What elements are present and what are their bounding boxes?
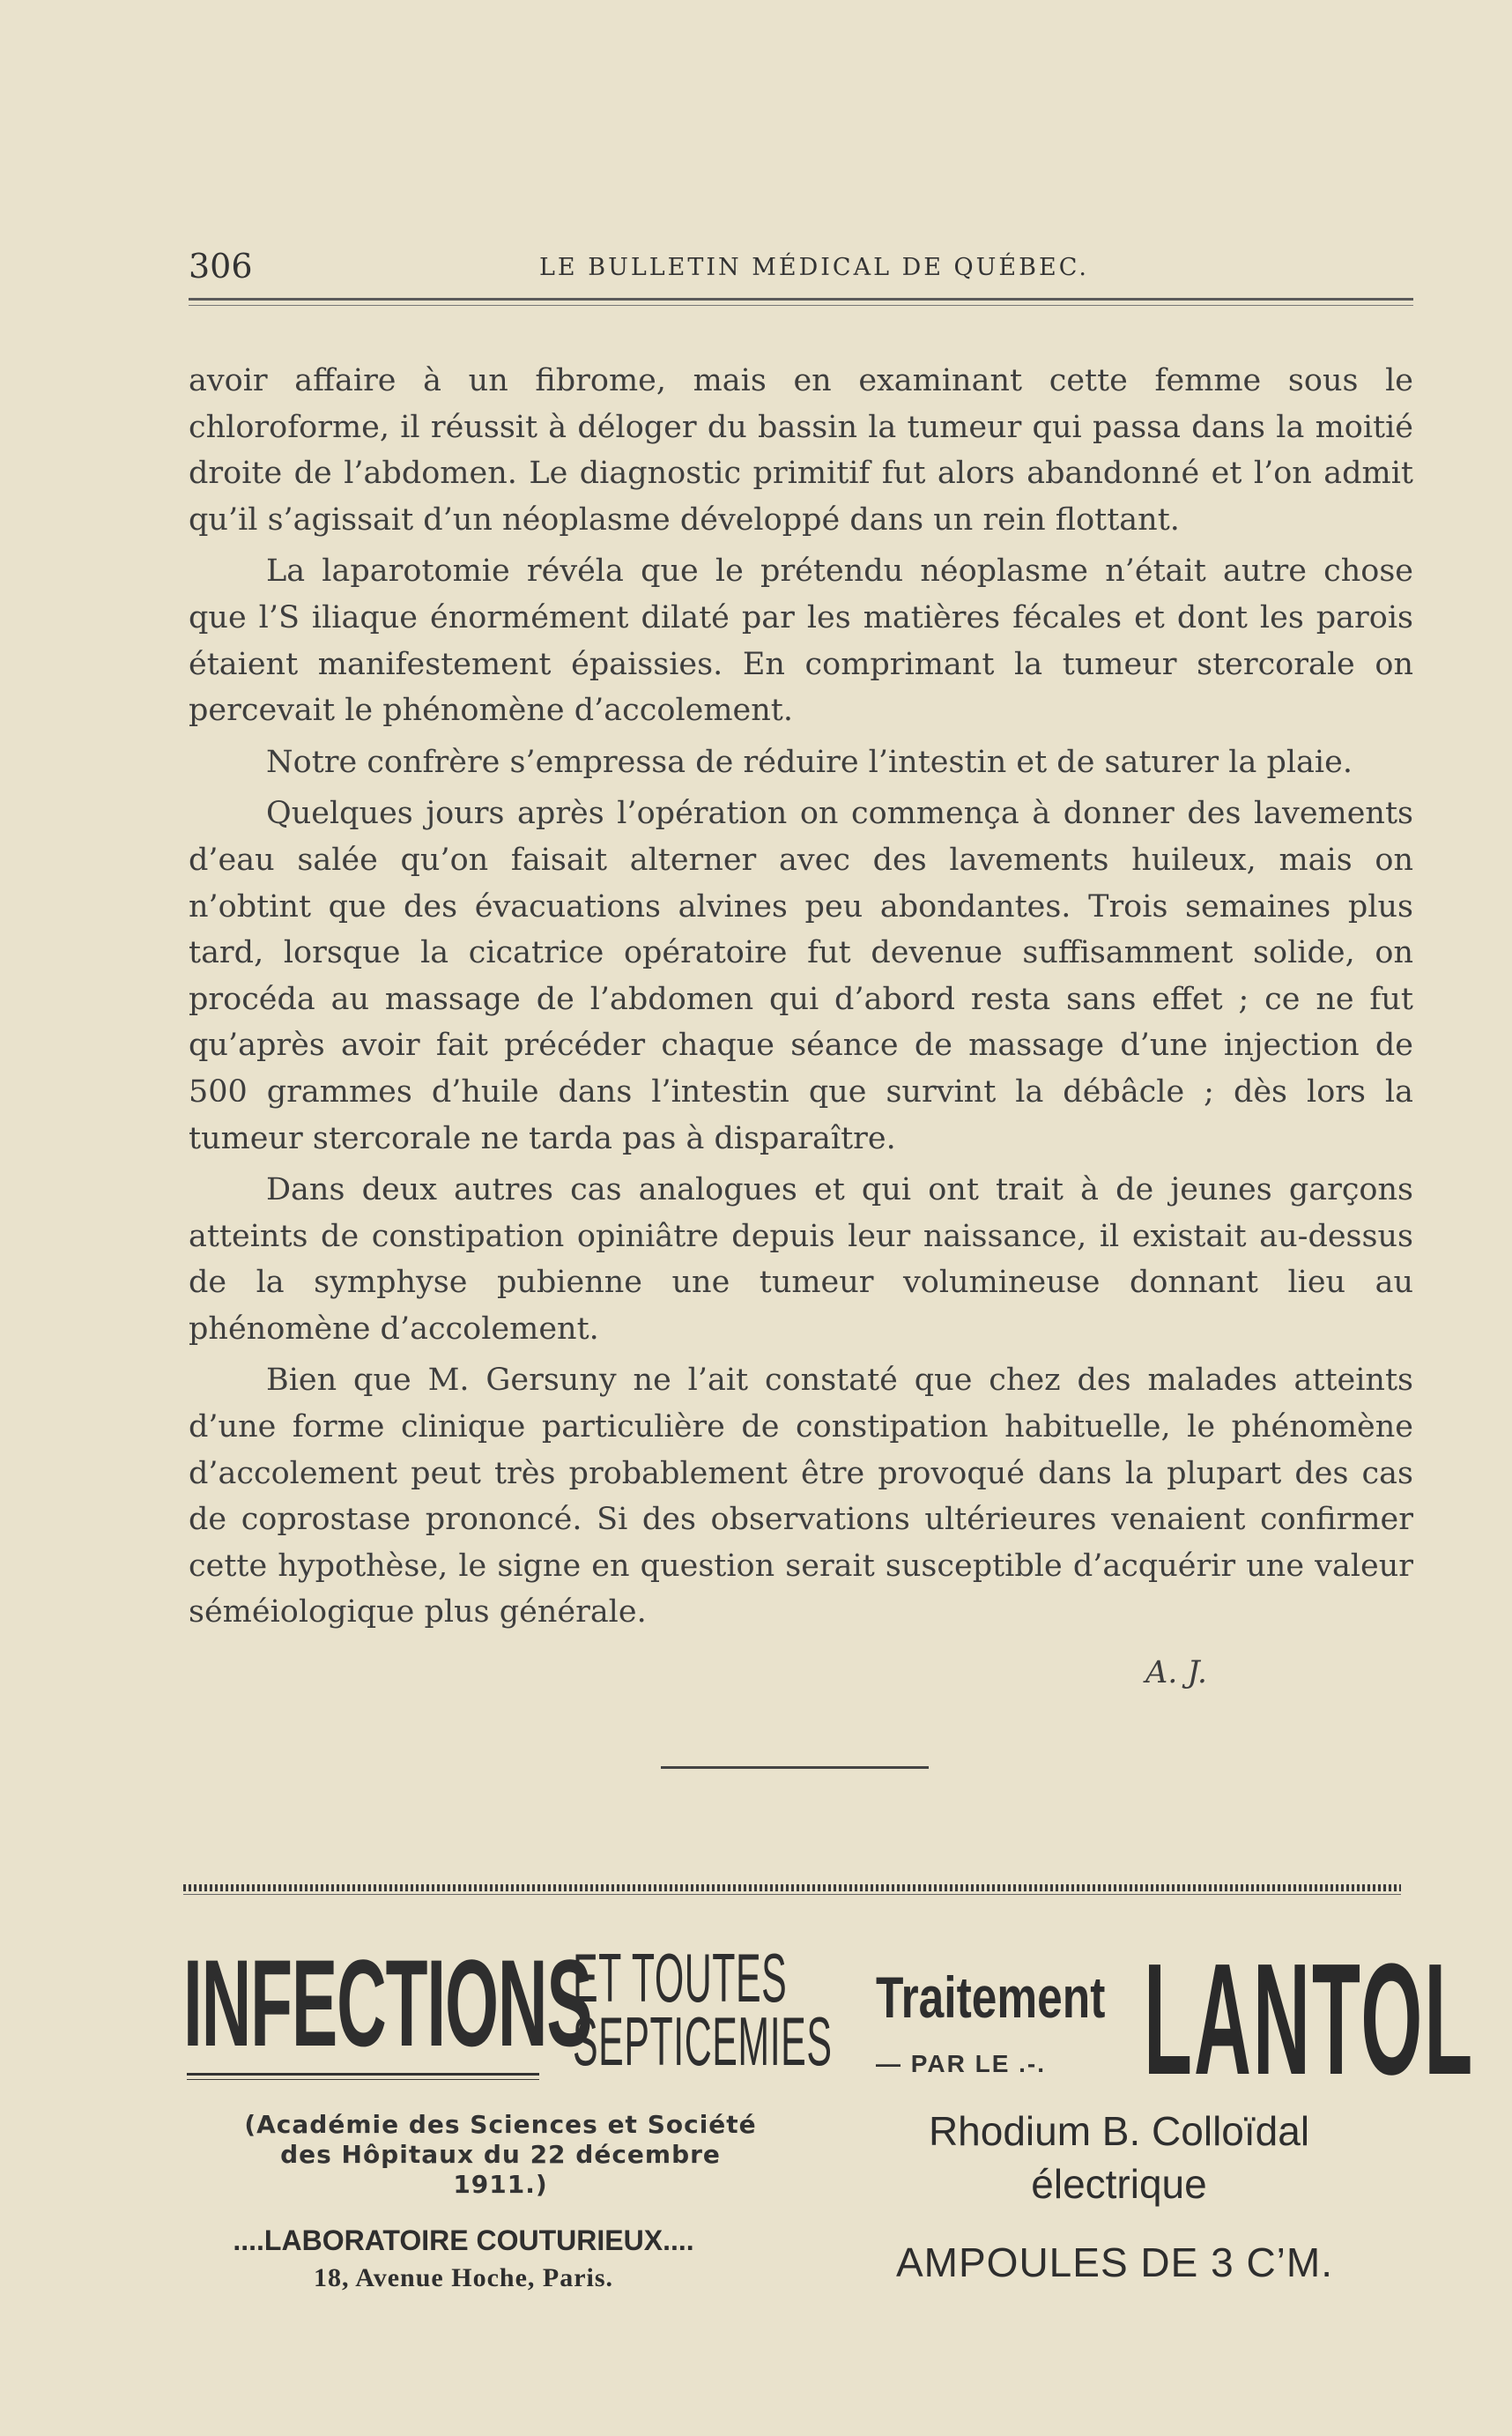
ad-headline-infections: INFECTIONS xyxy=(183,1934,592,2072)
header-rule-thin xyxy=(189,305,1413,306)
paragraph: Bien que M. Gersuny ne l’ait constaté que chez des malades atteints d’une forme clinique particulière de constipation habituelle, le phénomène d’accolement peut très probablement être provoqué dans la plupart des cas de coprostase prononcé. Si des observations ultérieures venaient confirmer cette hypothèse, le signe en question serait susceptible d’acquérir une valeur séméiologique plus générale. xyxy=(189,1363,1413,1630)
page-header xyxy=(189,247,1413,286)
article-body xyxy=(189,358,1413,1641)
ad-headline-underline-thin xyxy=(187,2079,539,2080)
paragraph: La laparotomie révéla que le prétendu néoplasme n’était autre chose que l’S iliaque énormément dilaté par les matières fécales et dont les parois étaient manifestement épaissies. En comprimant la tumeur stercorale on percevait le phénomène d’accolement. xyxy=(189,553,1413,729)
ad-subheadline-line: ET TOUTES xyxy=(573,1939,788,2016)
paragraph: Dans deux autres cas analogues et qui ont trait à de jeunes garçons atteints de constipation opiniâtre depuis leur naissance, il existait au-dessus de la symphyse pubienne une tumeur volumineuse donnant lieu au phénomène d’accolement. xyxy=(189,1172,1413,1347)
ad-academie-note xyxy=(227,2110,774,2200)
paragraph: Notre confrère s’empressa de réduire l’intestin et de saturer la plaie. xyxy=(266,744,1353,780)
ad-border-line xyxy=(183,1894,1401,1895)
ad-laboratory: ....LABORATOIRE COUTURIEUX.... xyxy=(233,2224,694,2256)
ad-product-line: électrique xyxy=(1031,2161,1207,2207)
running-title: LE BULLETIN MÉDICAL DE QUÉBEC. xyxy=(539,254,1089,281)
ad-subheadline-line: SEPTICEMIES xyxy=(573,2002,833,2080)
ad-traitement: Traitement xyxy=(876,1964,1106,2030)
paragraph: Quelques jours après l’opération on commença à donner des lavements d’eau salée qu’on faisait alterner avec des lavements huileux, mais on n’obtint que des évacuations alvines peu abondantes. Trois semaines plus tard, lorsque la cicatrice opératoire fut devenue suffisamment solide, on procéda au massage de l’abdomen qui d’abord resta sans effet ; ce ne fut qu’après avoir fait précéder chaque séance de massage d’une injection de 500 grammes d’huile dans l’intestin que survint la débâcle ; dès lors la tumeur stercorale ne tarda pas à disparaître. xyxy=(189,796,1413,1156)
section-separator xyxy=(661,1766,929,1769)
ad-academie-line: (Académie des Sciences et Société xyxy=(244,2110,757,2139)
ad-ampoules: AMPOULES DE 3 C’M. xyxy=(896,2239,1333,2285)
ad-par-le: — PAR LE .-. xyxy=(876,2050,1047,2077)
page-number: 306 xyxy=(189,247,253,286)
ad-dotted-border xyxy=(183,1884,1401,1891)
author-signature: A. J. xyxy=(1145,1655,1207,1690)
ad-subheadline xyxy=(573,1939,833,2080)
paragraph: avoir affaire à un fibrome, mais en examinant cette femme sous le chloroforme, il réussit à déloger du bassin la tumeur qui passa dans la moitié droite de l’abdomen. Le diagnostic primitif fut alors abandonné et l’on admit qu’il s’agissait d’un néoplasme développé dans un rein flottant. xyxy=(189,363,1413,538)
ad-product-line: Rhodium B. Colloïdal xyxy=(928,2108,1310,2154)
ad-academie-line: des Hôpitaux du 22 décembre xyxy=(280,2140,721,2169)
header-rule xyxy=(189,298,1413,301)
ad-brand-lantol: LANTOL xyxy=(1144,1931,1475,2108)
ad-academie-line: 1911.) xyxy=(453,2170,548,2199)
ad-product xyxy=(863,2105,1375,2210)
ad-headline-underline xyxy=(187,2073,539,2076)
ad-address: 18, Avenue Hoche, Paris. xyxy=(313,2263,614,2292)
